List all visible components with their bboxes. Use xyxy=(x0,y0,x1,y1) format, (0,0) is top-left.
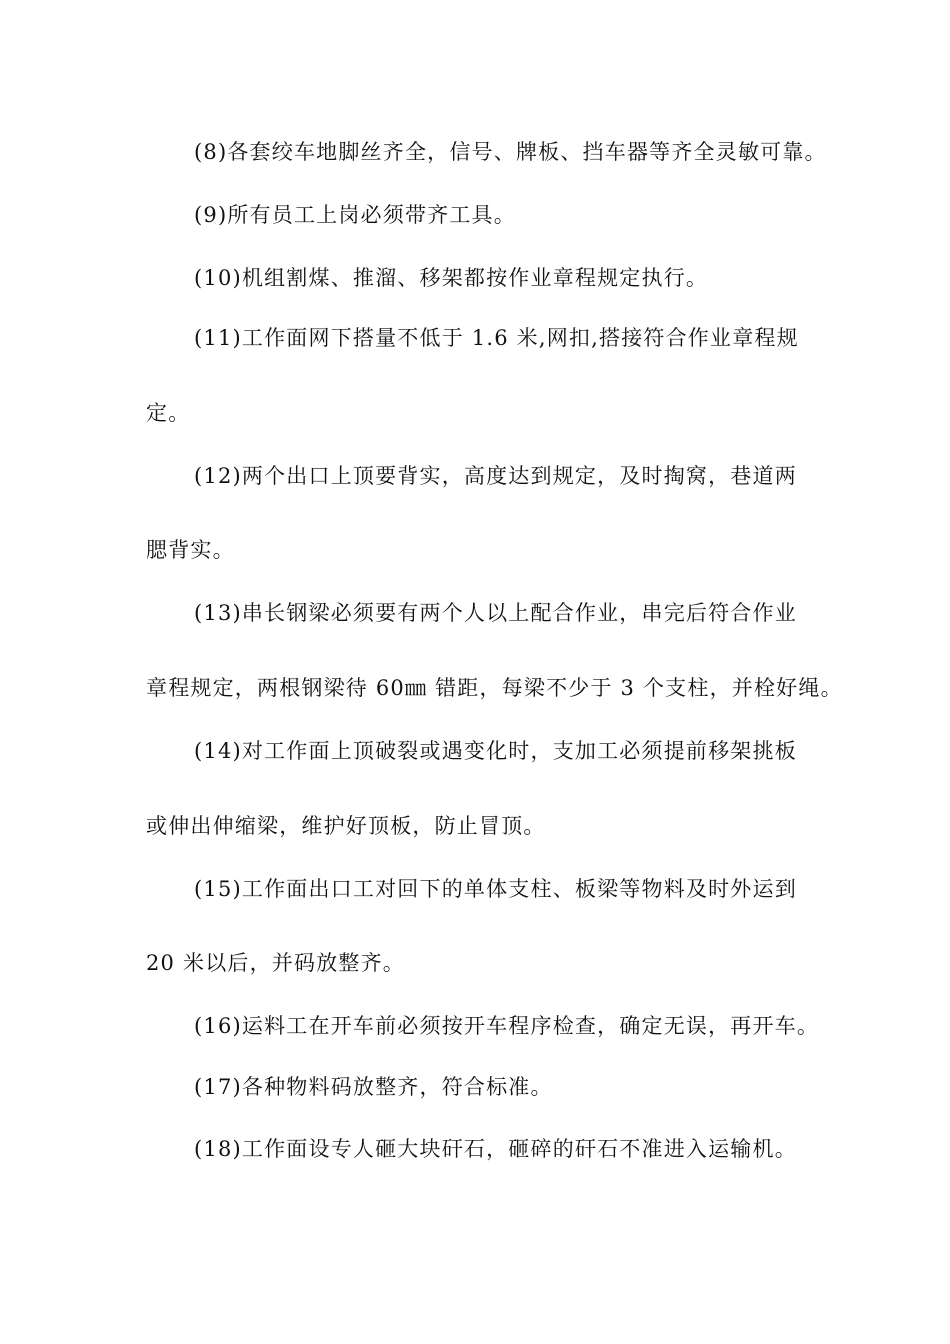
text-line-item-9: (9)所有员工上岗必须带齐工具。 xyxy=(194,203,516,227)
text-line-item-14: (14)对工作面上顶破裂或遇变化时，支加工必须提前移架挑板 xyxy=(194,739,797,763)
text-line-item-11-cont: 定。 xyxy=(146,401,191,425)
text-line-item-15-cont: 20 米以后，并码放整齐。 xyxy=(146,951,405,975)
text-line-item-13: (13)串长钢梁必须要有两个人以上配合作业，串完后符合作业 xyxy=(194,601,797,625)
text-line-item-14-cont: 或伸出伸缩梁，维护好顶板，防止冒顶。 xyxy=(146,814,546,838)
text-line-item-17: (17)各种物料码放整齐，符合标准。 xyxy=(194,1075,553,1099)
text-line-item-12: (12)两个出口上顶要背实，高度达到规定，及时掏窝，巷道两 xyxy=(194,464,797,488)
text-line-item-12-cont: 腮背实。 xyxy=(146,538,235,562)
text-line-item-18: (18)工作面设专人砸大块矸石，砸碎的矸石不准进入运输机。 xyxy=(194,1137,797,1161)
text-line-item-10: (10)机组割煤、推溜、移架都按作业章程规定执行。 xyxy=(194,266,709,290)
text-line-item-11: (11)工作面网下搭量不低于 1.6 米,网扣,搭接符合作业章程规 xyxy=(194,326,799,350)
text-line-item-15: (15)工作面出口工对回下的单体支柱、板梁等物料及时外运到 xyxy=(194,877,797,901)
text-line-item-16: (16)运料工在开车前必须按开车程序检查，确定无误，再开车。 xyxy=(194,1014,820,1038)
text-line-item-8: (8)各套绞车地脚丝齐全，信号、牌板、挡车器等齐全灵敏可靠。 xyxy=(194,140,827,164)
text-line-item-13-cont: 章程规定，两根钢梁待 60㎜ 错距，每梁不少于 3 个支柱，并栓好绳。 xyxy=(146,676,843,700)
